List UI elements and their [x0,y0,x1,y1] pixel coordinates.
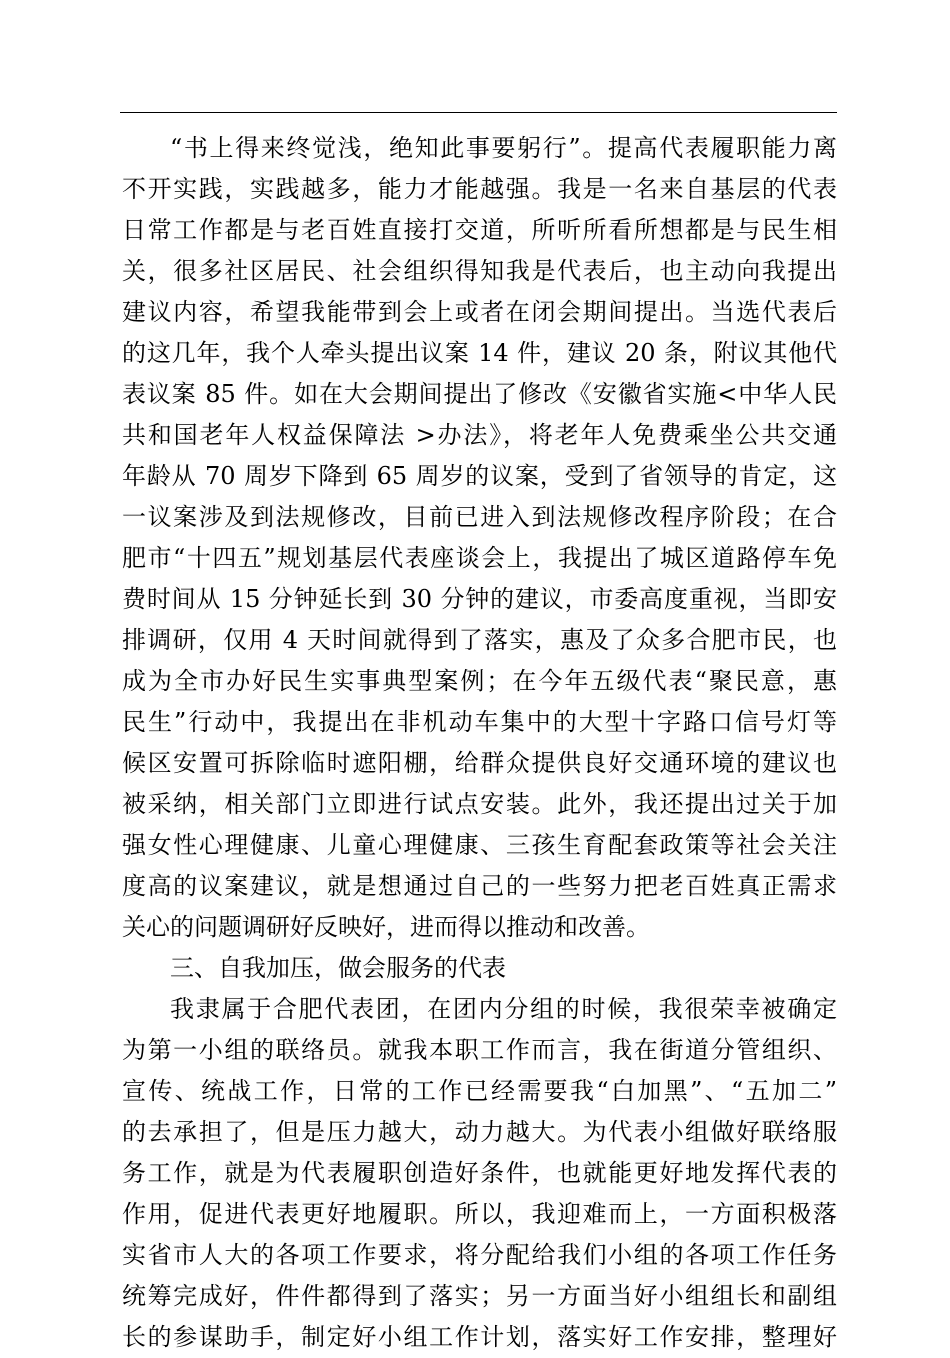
text-line: 关，很多社区居民、社会组织得知我是代表后，也主动向我提出 [122,257,837,285]
text-line: 一议案涉及到法规修改，目前已进入到法规修改程序阶段；在合 [122,503,837,531]
text-line: 费时间从 15 分钟延长到 30 分钟的建议，市委高度重视，当即安 [122,585,837,613]
text-line: 宣传、统战工作，日常的工作已经需要我“白加黑”、“五加二” [122,1077,837,1105]
section-heading: 三、自我加压，做会服务的代表 [170,954,506,982]
text-line: 作用，促进代表更好地履职。所以，我迎难而上，一方面积极落 [122,1200,837,1228]
text-line: 关心的问题调研好反映好，进而得以推动和改善。 [122,913,650,941]
text-line: 务工作，就是为代表履职创造好条件，也就能更好地发挥代表的 [122,1159,837,1187]
text-line: 为第一小组的联络员。就我本职工作而言，我在街道分管组织、 [122,1036,837,1064]
text-line: 共和国老年人权益保障法 >办法》，将老年人免费乘坐公共交通 [122,421,837,449]
text-line: 的这几年，我个人牵头提出议案 14 件，建议 20 条，附议其他代 [122,339,837,367]
text-line: 强女性心理健康、儿童心理健康、三孩生育配套政策等社会关注 [122,831,837,859]
text-line: 成为全市办好民生实事典型案例；在今年五级代表“聚民意，惠 [122,667,837,695]
text-line: 肥市“十四五”规划基层代表座谈会上，我提出了城区道路停车免 [122,544,837,572]
text-line: 排调研，仅用 4 天时间就得到了落实，惠及了众多合肥市民，也 [122,626,837,654]
text-line: 的去承担了，但是压力越大，动力越大。为代表小组做好联络服 [122,1118,837,1146]
text-line: 候区安置可拆除临时遮阳棚，给群众提供良好交通环境的建议也 [122,749,837,777]
text-line: 度高的议案建议，就是想通过自己的一些努力把老百姓真正需求 [122,872,837,900]
text-line: 被采纳，相关部门立即进行试点安装。此外，我还提出过关于加 [122,790,837,818]
text-line: 实省市人大的各项工作要求，将分配给我们小组的各项工作任务 [122,1241,837,1269]
header-rule [120,112,837,113]
text-line: 长的参谋助手，制定好小组工作计划，落实好工作安排，整理好 [122,1323,837,1351]
text-line: 我隶属于合肥代表团，在团内分组的时候，我很荣幸被确定 [170,995,837,1023]
text-line: 日常工作都是与老百姓直接打交道，所听所看所想都是与民生相 [122,216,837,244]
text-line: 民生”行动中，我提出在非机动车集中的大型十字路口信号灯等 [122,708,837,736]
text-line: 不开实践，实践越多，能力才能越强。我是一名来自基层的代表 [122,175,837,203]
text-line: 建议内容，希望我能带到会上或者在闭会期间提出。当选代表后 [122,298,837,326]
document-body [122,128,837,1358]
text-line: 年龄从 70 周岁下降到 65 周岁的议案，受到了省领导的肯定，这 [122,462,837,490]
text-line: “书上得来终觉浅，绝知此事要躬行”。提高代表履职能力离 [170,134,837,162]
text-line: 统筹完成好，件件都得到了落实；另一方面当好小组组长和副组 [122,1282,837,1310]
text-line: 表议案 85 件。如在大会期间提出了修改《安徽省实施<中华人民 [122,380,837,408]
